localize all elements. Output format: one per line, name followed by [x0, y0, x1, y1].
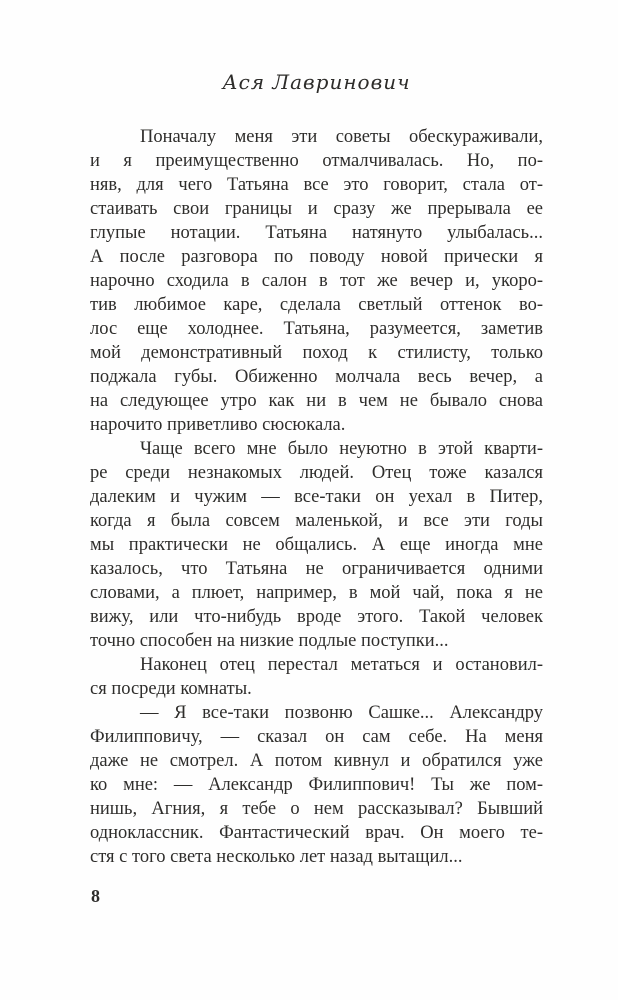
running-head-author: Ася Лавринович [222, 70, 411, 94]
text-line: и я преимущественно отмалчивалась. Но, по- [90, 151, 543, 171]
text-line: поджала губы. Обиженно молчала весь вечер, а [90, 367, 543, 387]
text-line: мой демонстративный поход к стилисту, только [90, 343, 543, 363]
text-line: на следующее утро как ни в чем не бывало снова [90, 391, 543, 411]
text-line: Чаще всего мне было неуютно в этой кварти- [140, 439, 543, 459]
text-line: глупые нотации. Татьяна натянуто улыбалась... [90, 223, 543, 243]
text-line: нарочито приветливо сюсюкала. [90, 415, 346, 435]
text-line: нарочно сходила в салон в тот же вечер и, укоро- [90, 271, 543, 291]
text-line: Наконец отец перестал метаться и остановил- [140, 655, 543, 675]
body-text [90, 125, 543, 869]
text-line: Филипповичу, — сказал он сам себе. На меня [90, 727, 543, 747]
text-line: стя с того света несколько лет назад вытащил... [90, 847, 463, 867]
text-line: стаивать свои границы и сразу же прерывала ее [90, 199, 543, 219]
paragraph [90, 701, 543, 869]
paragraph [90, 653, 543, 701]
text-line: тив любимое каре, сделала светлый оттенок во- [90, 295, 543, 315]
text-line: ре среди незнакомых людей. Отец тоже казался [90, 463, 543, 483]
text-line: казалось, что Татьяна не ограничивается одними [90, 559, 543, 579]
text-line: лос еще холоднее. Татьяна, разумеется, заметив [90, 319, 543, 339]
text-line: ся посреди комнаты. [90, 679, 252, 699]
text-line: одноклассник. Фантастический врач. Он моего те- [90, 823, 543, 843]
text-line: точно способен на низкие подлые поступки... [90, 631, 449, 651]
text-line: А после разговора по поводу новой прически я [90, 247, 543, 267]
text-line: даже не смотрел. А потом кивнул и обратился уже [90, 751, 543, 771]
text-line: мы практически не общались. А еще иногда мне [90, 535, 543, 555]
text-line: далеким и чужим — все-таки он уехал в Питер, [90, 487, 543, 507]
paragraph [90, 125, 543, 437]
text-line: Поначалу меня эти советы обескураживали, [140, 127, 543, 147]
text-line: няв, для чего Татьяна все это говорит, стала от- [90, 175, 543, 195]
paragraph [90, 437, 543, 653]
text-line: ко мне: — Александр Филиппович! Ты же пом- [90, 775, 543, 795]
text-line: нишь, Агния, я тебе о нем рассказывал? Бывший [90, 799, 543, 819]
text-line: когда я была совсем маленькой, и все эти годы [90, 511, 543, 531]
page-number: 8 [91, 886, 100, 906]
text-line: — Я все-таки позвоню Сашке... Александру [140, 703, 543, 723]
text-line: вижу, или что-нибудь вроде этого. Такой человек [90, 607, 543, 627]
text-line: словами, а плюет, например, в мой чай, пока я не [90, 583, 543, 603]
